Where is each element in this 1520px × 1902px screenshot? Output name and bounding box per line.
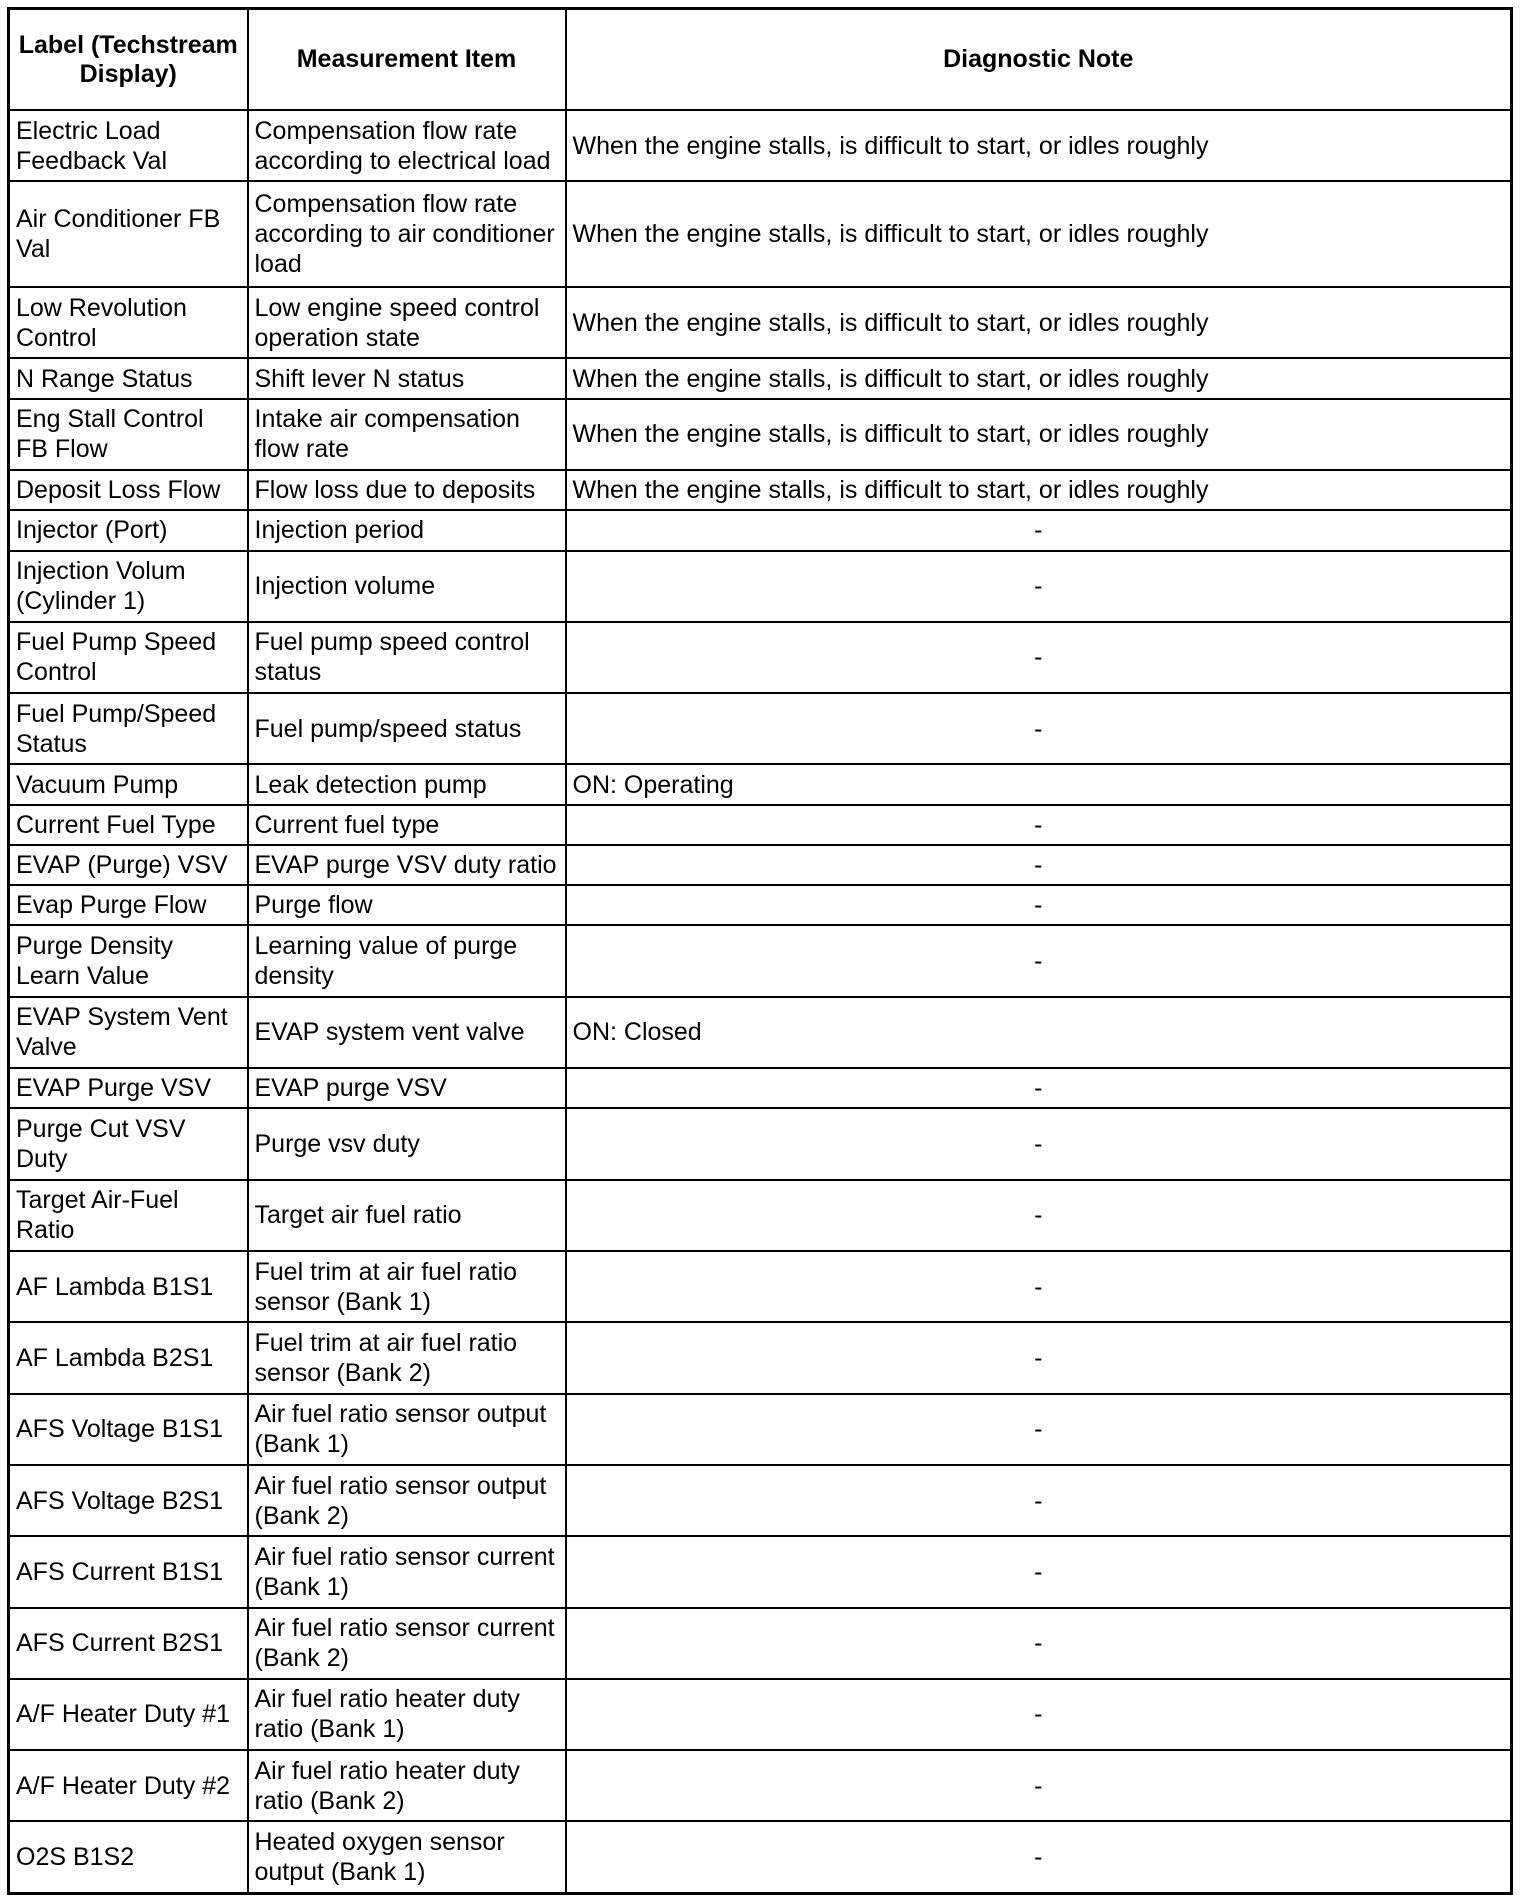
measurement-item-cell: Current fuel type [248,805,566,845]
label-cell: EVAP Purge VSV [9,1068,248,1108]
diagnostic-note-cell: When the engine stalls, is difficult to start, or idles roughly [566,110,1512,181]
diagnostic-note-cell: - [566,885,1512,925]
diagnostic-note-cell: - [566,805,1512,845]
label-cell: Evap Purge Flow [9,885,248,925]
label-cell: A/F Heater Duty #1 [9,1679,248,1750]
label-cell: Deposit Loss Flow [9,470,248,510]
label-cell: AF Lambda B2S1 [9,1322,248,1393]
measurement-item-cell: EVAP purge VSV [248,1068,566,1108]
table-row [9,622,1512,693]
diagnostic-note-cell: - [566,845,1512,885]
label-cell: Eng Stall Control FB Flow [9,399,248,470]
diagnostic-note-cell: - [566,1322,1512,1393]
table-row [9,805,1512,845]
diagnostic-note-cell: - [566,925,1512,996]
label-cell: Purge Density Learn Value [9,925,248,996]
diagnostic-note-cell: - [566,1068,1512,1108]
diagnostic-note-cell: - [566,1536,1512,1607]
diagnostic-note-cell: - [566,510,1512,550]
measurement-item-cell: Fuel trim at air fuel ratio sensor (Bank 1) [248,1251,566,1322]
diagnostic-note-cell: - [566,1394,1512,1465]
diagnostic-note-cell: - [566,1821,1512,1893]
table-row [9,1536,1512,1607]
table-row [9,110,1512,181]
measurement-item-cell: Compensation flow rate according to air conditioner load [248,181,566,287]
measurement-item-cell: Fuel pump speed control status [248,622,566,693]
table-row [9,1068,1512,1108]
measurement-item-cell: EVAP system vent valve [248,997,566,1068]
measurement-item-cell: Fuel trim at air fuel ratio sensor (Bank 2) [248,1322,566,1393]
label-cell: Vacuum Pump [9,764,248,804]
table-row [9,358,1512,398]
label-cell: N Range Status [9,358,248,398]
diagnostic-note-cell: When the engine stalls, is difficult to start, or idles roughly [566,181,1512,287]
table-row [9,885,1512,925]
table-row [9,1394,1512,1465]
measurement-item-cell: Air fuel ratio sensor output (Bank 2) [248,1465,566,1536]
diagnostic-note-cell: - [566,1679,1512,1750]
table-row [9,470,1512,510]
table-body [9,110,1512,1894]
label-cell: Fuel Pump Speed Control [9,622,248,693]
label-cell: AFS Voltage B1S1 [9,1394,248,1465]
label-cell: Injection Volum (Cylinder 1) [9,551,248,622]
label-cell: EVAP System Vent Valve [9,997,248,1068]
table-row [9,925,1512,996]
label-cell: AFS Current B1S1 [9,1536,248,1607]
measurement-item-cell: Air fuel ratio sensor current (Bank 2) [248,1608,566,1679]
diagnostic-note-cell: When the engine stalls, is difficult to start, or idles roughly [566,470,1512,510]
table-row [9,510,1512,550]
diagnostic-note-cell: - [566,551,1512,622]
table-row [9,1608,1512,1679]
measurement-item-cell: Learning value of purge density [248,925,566,996]
label-cell: AFS Current B2S1 [9,1608,248,1679]
measurement-item-cell: Air fuel ratio heater duty ratio (Bank 1) [248,1679,566,1750]
header-label: Label (Techstream Display) [9,9,248,111]
measurement-item-cell: Air fuel ratio heater duty ratio (Bank 2) [248,1750,566,1821]
table-row [9,287,1512,358]
measurement-item-cell: Heated oxygen sensor output (Bank 1) [248,1821,566,1893]
table-row [9,1821,1512,1893]
diagnostic-note-cell: ON: Closed [566,997,1512,1068]
table-row [9,399,1512,470]
table-row [9,1180,1512,1251]
header-measurement-item: Measurement Item [248,9,566,111]
diagnostic-note-cell: - [566,1251,1512,1322]
measurement-item-cell: Purge vsv duty [248,1108,566,1179]
label-cell: Fuel Pump/Speed Status [9,693,248,764]
label-cell: Electric Load Feedback Val [9,110,248,181]
table-row [9,1322,1512,1393]
table-row [9,997,1512,1068]
diagnostic-note-cell: When the engine stalls, is difficult to start, or idles roughly [566,358,1512,398]
table-row [9,1251,1512,1322]
diagnostic-note-cell: - [566,693,1512,764]
measurement-item-cell: Low engine speed control operation state [248,287,566,358]
diagnostic-note-cell: - [566,1108,1512,1179]
table-row [9,1750,1512,1821]
diagnostic-note-cell: - [566,1465,1512,1536]
measurement-item-cell: Fuel pump/speed status [248,693,566,764]
table-row [9,1465,1512,1536]
measurement-item-cell: Injection period [248,510,566,550]
diagnostic-note-cell: When the engine stalls, is difficult to start, or idles roughly [566,287,1512,358]
measurement-item-cell: Air fuel ratio sensor output (Bank 1) [248,1394,566,1465]
measurement-item-cell: Injection volume [248,551,566,622]
table-header-row [9,9,1512,111]
label-cell: Target Air-Fuel Ratio [9,1180,248,1251]
table-row [9,693,1512,764]
measurement-item-cell: Target air fuel ratio [248,1180,566,1251]
label-cell: Current Fuel Type [9,805,248,845]
diagnostic-data-table [7,7,1513,1895]
table-row [9,1679,1512,1750]
measurement-item-cell: Shift lever N status [248,358,566,398]
label-cell: O2S B1S2 [9,1821,248,1893]
table-row [9,551,1512,622]
diagnostic-note-cell: - [566,1608,1512,1679]
diagnostic-note-cell: When the engine stalls, is difficult to start, or idles roughly [566,399,1512,470]
label-cell: A/F Heater Duty #2 [9,1750,248,1821]
label-cell: AF Lambda B1S1 [9,1251,248,1322]
diagnostic-note-cell: - [566,1750,1512,1821]
diagnostic-note-cell: - [566,1180,1512,1251]
measurement-item-cell: Leak detection pump [248,764,566,804]
table-row [9,1108,1512,1179]
label-cell: Air Conditioner FB Val [9,181,248,287]
measurement-item-cell: Purge flow [248,885,566,925]
measurement-item-cell: Intake air compensation flow rate [248,399,566,470]
measurement-item-cell: Compensation flow rate according to electrical load [248,110,566,181]
header-diagnostic-note: Diagnostic Note [566,9,1512,111]
label-cell: Low Revolution Control [9,287,248,358]
label-cell: AFS Voltage B2S1 [9,1465,248,1536]
label-cell: EVAP (Purge) VSV [9,845,248,885]
table-row [9,845,1512,885]
measurement-item-cell: Air fuel ratio sensor current (Bank 1) [248,1536,566,1607]
label-cell: Purge Cut VSV Duty [9,1108,248,1179]
diagnostic-note-cell: ON: Operating [566,764,1512,804]
measurement-item-cell: Flow loss due to deposits [248,470,566,510]
diagnostic-note-cell: - [566,622,1512,693]
label-cell: Injector (Port) [9,510,248,550]
measurement-item-cell: EVAP purge VSV duty ratio [248,845,566,885]
table-row [9,764,1512,804]
table-row [9,181,1512,287]
